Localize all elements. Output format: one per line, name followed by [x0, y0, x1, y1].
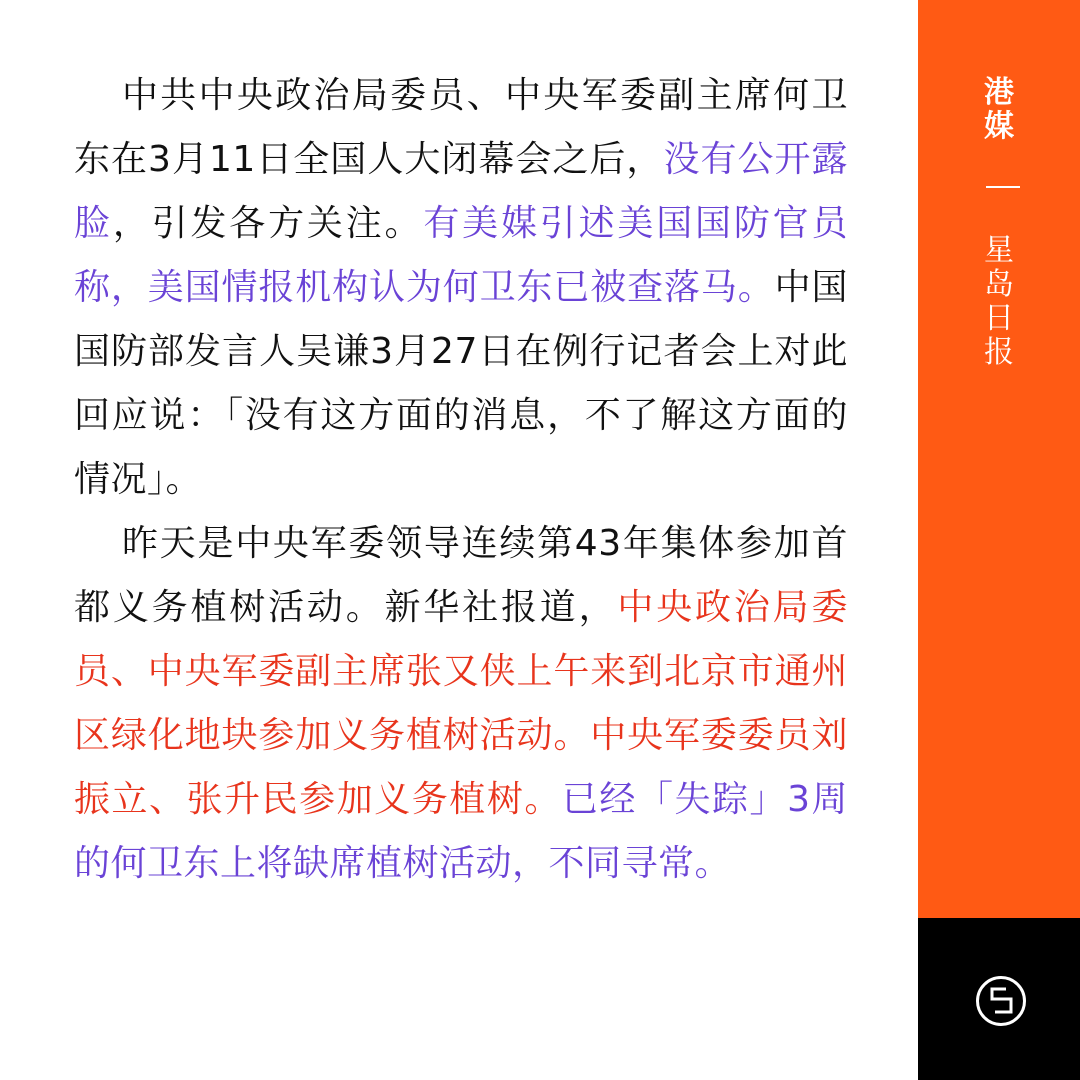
vertical-char: 港: [984, 75, 1014, 110]
vertical-char: 岛: [984, 267, 1014, 302]
vertical-char: 日: [984, 301, 1014, 336]
p1-seg-2: ，引发各方关注。: [112, 203, 424, 244]
sidebar-panel: [918, 0, 1080, 918]
sidebar-top-label: [918, 76, 1080, 144]
p2-highlight-red: 中央政治局委员、中央军委副主席张又侠上午来到北京市通州区绿化地块参加义务植树活动。中央军委委员刘振立、张升民参加义务植树。: [74, 587, 848, 820]
circle-logo-icon: [975, 975, 1027, 1027]
sidebar-divider: [986, 186, 1020, 188]
p2-highlight-purple: 已经「失踪」3周的何卫东上将缺席植树活动，不同寻常。: [74, 779, 848, 884]
vertical-char: 媒: [984, 109, 1014, 144]
paragraph-1: [74, 64, 848, 512]
p1-seg-1: 中共中央政治局委员、中央军委副主席何卫东在3月11日全国人大闭幕会之后，: [74, 75, 848, 180]
p2-seg-1: 昨天是中央军委领导连续第43年集体参加首都义务植树活动。新华社报道，: [74, 523, 848, 628]
p1-seg-3: 中国国防部发言人吴谦3月27日在例行记者会上对此回应说：「没有这方面的消息，不了解这方面的情况」。: [74, 267, 848, 500]
p1-highlight-2: 有美媒引述美国国防官员称，美国情报机构认为何卫东已被查落马。: [74, 203, 848, 308]
article-body: [74, 64, 848, 896]
p1-highlight-1: 没有公开露脸: [74, 139, 848, 244]
paragraph-2: [74, 512, 848, 896]
vertical-char: 星: [984, 233, 1014, 268]
vertical-char: 报: [984, 335, 1014, 370]
sidebar-source-label: [918, 234, 1080, 370]
